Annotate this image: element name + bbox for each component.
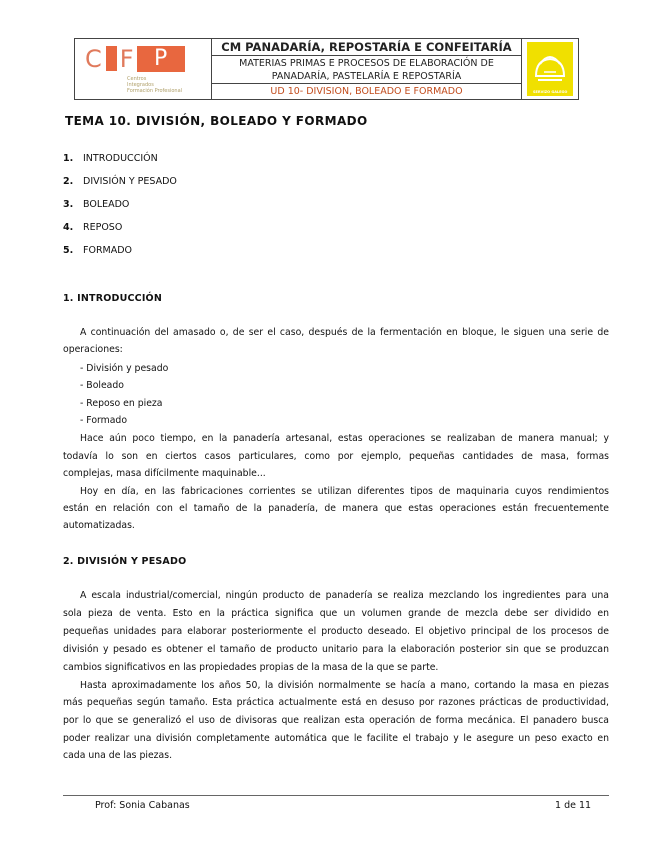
paragraph-line: complejas, masa difícilmente maquinable... [63, 468, 266, 479]
toc-number: 4. [63, 222, 74, 233]
list-item: - Reposo en pieza [80, 398, 163, 409]
tema-title: TEMA 10. DIVISIÓN, BOLEADO Y FORMADO [65, 114, 368, 128]
toc-item [63, 199, 263, 211]
paragraph-line: sola pieza de venta. Esto en la práctica significa que un volumen grande de mezcla debe ser dividido en [63, 608, 609, 619]
toc-item [63, 222, 263, 234]
toc-item [63, 153, 263, 165]
paragraph-line: están en relación con el tamaño de la panadería, de manera que estas operaciones están frecuentemente [63, 503, 609, 514]
paragraph-line: A escala industrial/comercial, ningún producto de panadería se realiza mezclando los ingredientes para una [80, 590, 609, 601]
cifp-logo-mark: C F P [85, 46, 185, 72]
unit-title: UD 10- DIVISION, BOLEADO E FORMADO [270, 86, 463, 97]
document-header [74, 38, 579, 100]
paragraph-line: operaciones: [63, 344, 123, 355]
paragraph-line: Hace aún poco tiempo, en la panadería artesanal, estas operaciones se realizaban de manera manual; y [80, 433, 609, 444]
footer-author: Prof: Sonia Cabanas [95, 800, 190, 811]
list-item: - Boleado [80, 380, 124, 391]
header-text-block [212, 39, 521, 99]
toc-label: REPOSO [83, 222, 123, 233]
right-logo [521, 39, 578, 99]
toc-label: INTRODUCCIÓN [83, 153, 158, 164]
paragraph-line: A continuación del amasado o, de ser el caso, después de la fermentación en bloque, le siguen una serie de [80, 327, 609, 338]
paragraph-line: Hoy en día, en las fabricaciones corrientes se utilizan diferentes tipos de maquinaria cuyos rendimientos [80, 486, 609, 497]
right-logo-caption: SERVIZO GALEGO [533, 90, 568, 94]
paragraph-line: cada una de las piezas. [63, 750, 173, 761]
toc-number: 1. [63, 153, 74, 164]
footer-page-number: 1 de 11 [555, 800, 592, 811]
toc-number: 3. [63, 199, 74, 210]
toc-number: 2. [63, 176, 74, 187]
toc-label: FORMADO [83, 245, 133, 256]
toc-number: 5. [63, 245, 74, 256]
list-item: - División y pesado [80, 363, 169, 374]
module-title: MATERIAS PRIMAS E PROCESOS DE ELABORACIÓN DE PANADARÍA, PASTELARÍA E REPOSTARÍA [212, 56, 521, 84]
paragraph-line: automatizadas. [63, 520, 135, 531]
toc-item [63, 245, 263, 257]
paragraph-line: por lo que se generalizó el uso de divisoras que realizan esta operación de forma mecánica. El panadero busca [63, 715, 609, 726]
paragraph-line: cambios significativos en las propiedades propias de la masa de la que se parte. [63, 662, 439, 673]
section-1-heading: 1. INTRODUCCIÓN [63, 293, 162, 304]
toc-label: DIVISIÓN Y PESADO [83, 176, 177, 187]
footer-divider [63, 795, 609, 796]
course-title: CM PANADARÍA, REPOSTARÍA E CONFEITARÍA [212, 39, 521, 56]
paragraph-line: poder realizar una división completamente automática que le facilite el trabajo y le asegure un peso exacto en [63, 733, 609, 744]
paragraph-line: Hasta aproximadamente los años 50, la división normalmente se hacía a mano, cortando la masa en piezas [80, 680, 609, 691]
toc-label: BOLEADO [83, 199, 130, 210]
section-2-heading: 2. DIVISIÓN Y PESADO [63, 556, 187, 567]
paragraph-line: todavía lo son en ciertos casos particulares, como por ejemplo, pequeñas cantidades de masa, formas [63, 451, 609, 462]
cifp-logo [75, 39, 212, 99]
cifp-logo-subtitle: Centros Integrados Formación Profesional [127, 76, 183, 94]
paragraph-line: más pequeñas según tamaño. Esta práctica actualmente está en desuso por razones prácticas de productividad, [63, 697, 609, 708]
bread-logo-icon [527, 42, 573, 96]
paragraph-line: pequeñas unidades para elaborar posteriormente el producto deseado. El objetivo principal de los procesos de [63, 626, 609, 637]
toc-item [63, 176, 263, 188]
paragraph-line: división y pesado es obtener el tamaño de producto unitario para la elaboración posterior sin que se produzcan [63, 644, 609, 655]
list-item: - Formado [80, 415, 128, 426]
